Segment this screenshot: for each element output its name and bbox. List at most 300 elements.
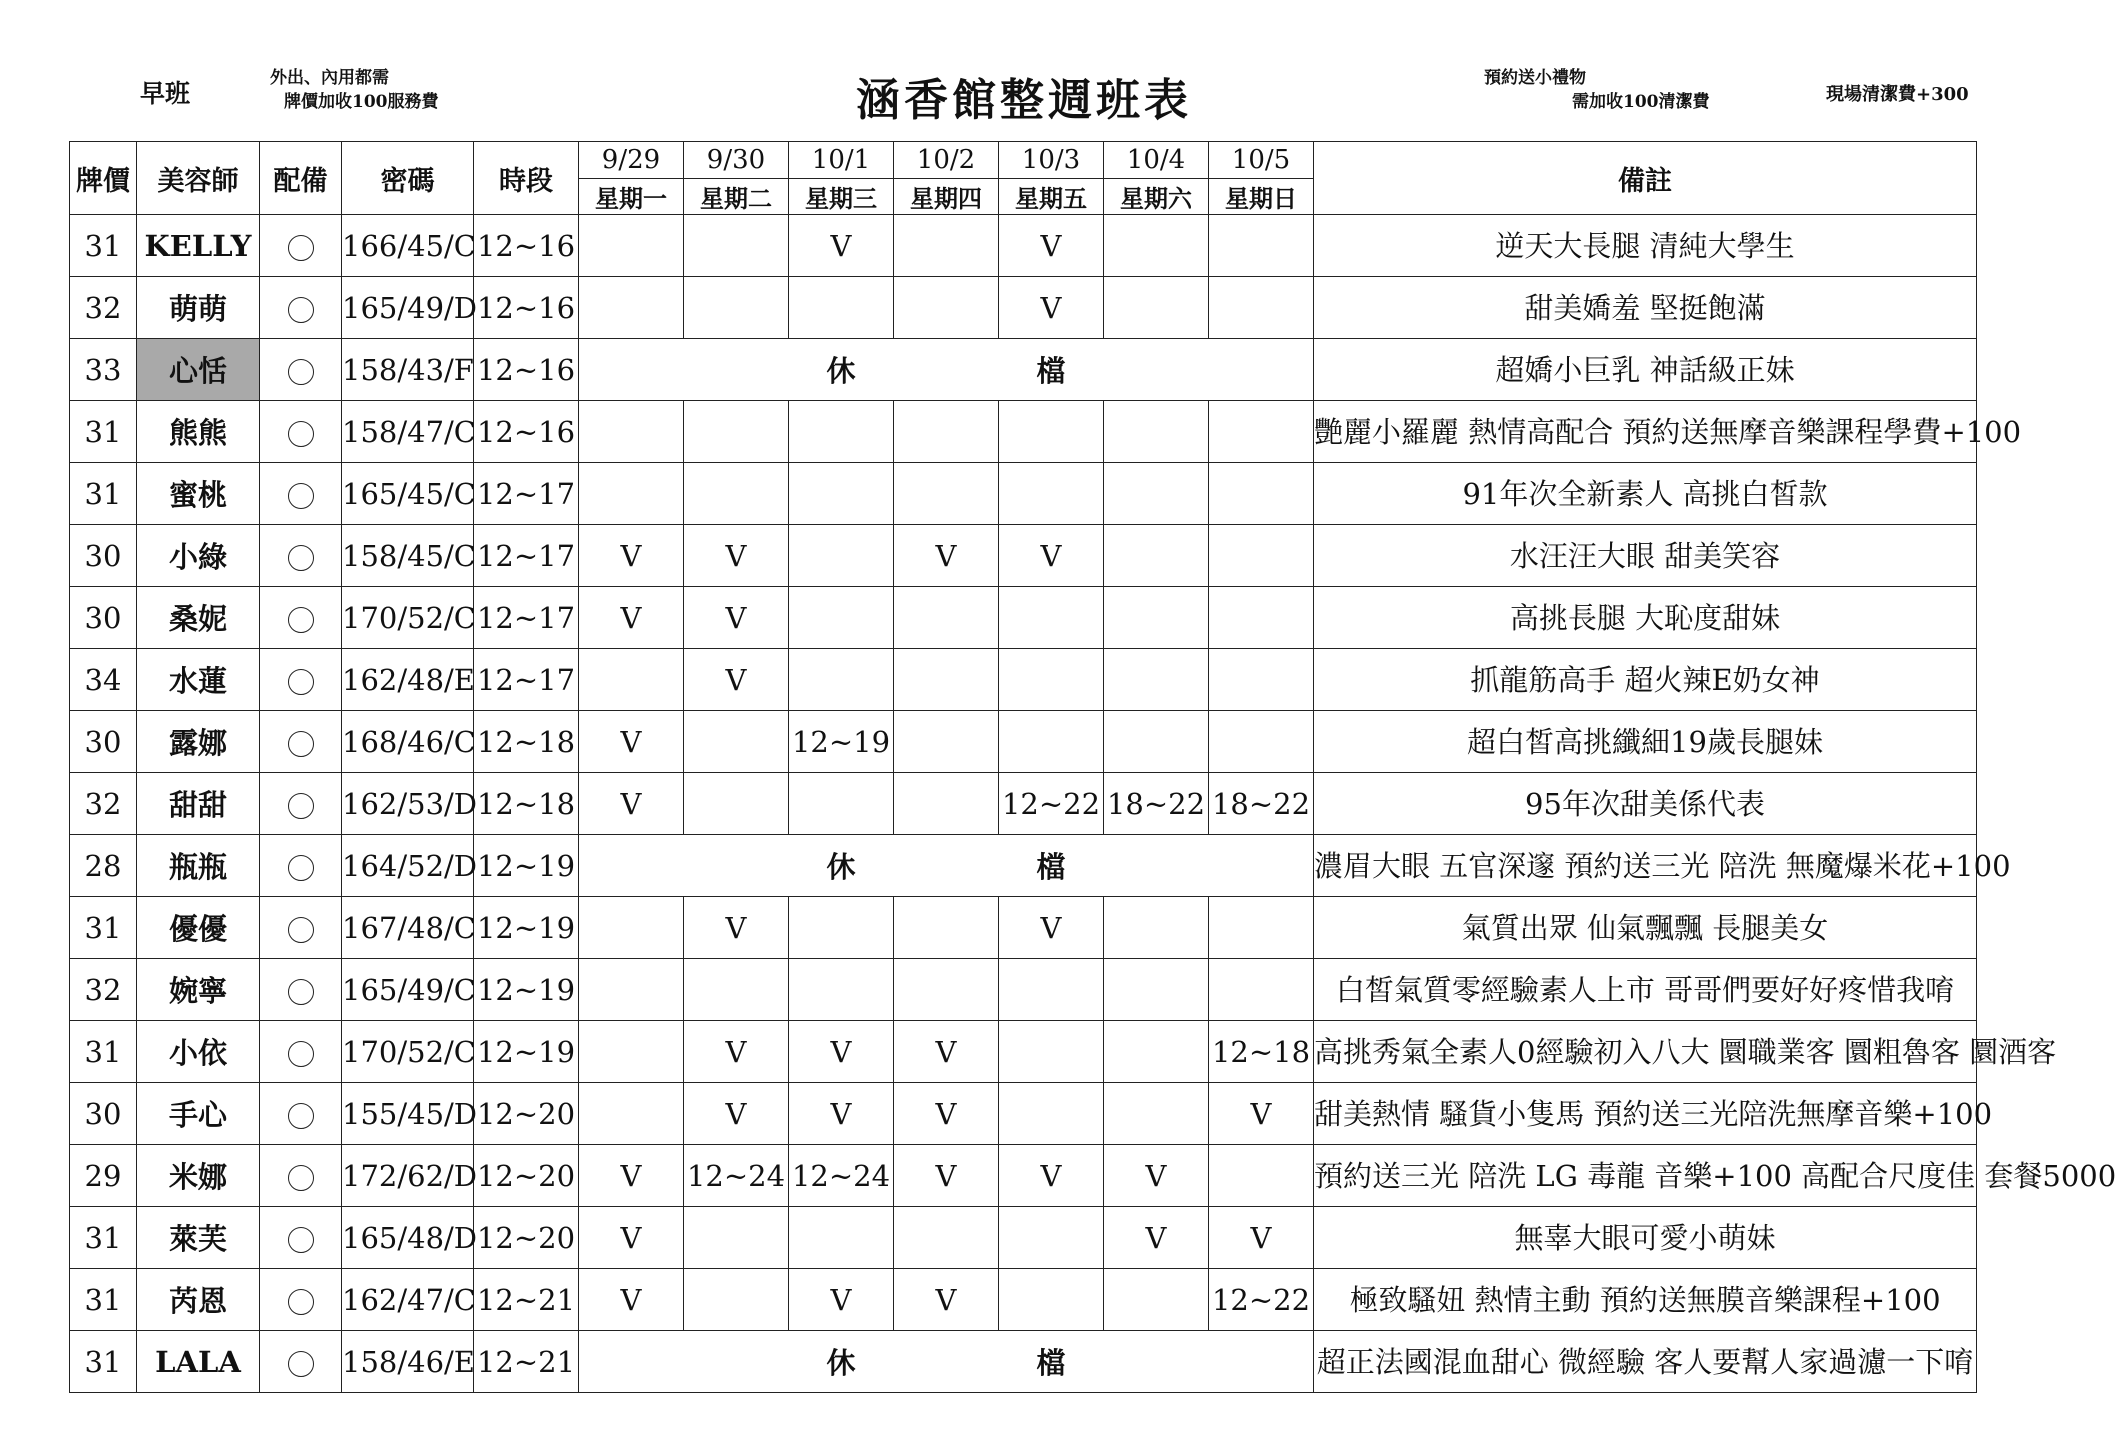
circle-icon — [288, 359, 314, 385]
timeslot-cell: 12~18 — [474, 773, 579, 835]
day-cell: V — [684, 525, 789, 587]
timeslot-cell: 12~19 — [474, 897, 579, 959]
table-row — [70, 773, 1977, 835]
timeslot-cell: 12~20 — [474, 1207, 579, 1269]
day-cell — [1209, 897, 1314, 959]
code-cell: 166/45/C — [342, 215, 474, 277]
equipment-cell — [260, 959, 342, 1021]
equipment-cell — [260, 649, 342, 711]
day-cell: V — [999, 277, 1104, 339]
equipment-cell — [260, 773, 342, 835]
day-cell: V — [999, 525, 1104, 587]
equipment-cell — [260, 1269, 342, 1331]
day-cell — [1209, 1145, 1314, 1207]
table-row — [70, 711, 1977, 773]
day-cell — [579, 1021, 684, 1083]
beautician-name: 水蓮 — [137, 649, 260, 711]
day-cell — [1209, 835, 1314, 897]
price-cell: 30 — [70, 525, 137, 587]
code-cell: 162/48/E — [342, 649, 474, 711]
table-row — [70, 525, 1977, 587]
price-cell: 31 — [70, 1207, 137, 1269]
day-cell — [1104, 1331, 1209, 1393]
day-cell — [894, 835, 999, 897]
day-cell — [894, 277, 999, 339]
equipment-cell — [260, 1145, 342, 1207]
timeslot-cell: 12~19 — [474, 835, 579, 897]
day-cell — [999, 1207, 1104, 1269]
day-cell: V — [894, 1269, 999, 1331]
circle-icon — [288, 1289, 314, 1315]
circle-icon — [288, 545, 314, 571]
gift-fee-note — [1484, 66, 1710, 114]
day-cell — [1104, 649, 1209, 711]
shift-label: 早班 — [140, 79, 191, 108]
day-cell: V — [789, 1269, 894, 1331]
header-date-row — [70, 142, 1977, 179]
code-cell: 162/53/D — [342, 773, 474, 835]
code-cell: 158/45/C — [342, 525, 474, 587]
equipment-cell — [260, 587, 342, 649]
day-cell — [999, 1083, 1104, 1145]
day-cell — [1209, 277, 1314, 339]
table-row — [70, 1207, 1977, 1269]
code-cell: 155/45/D — [342, 1083, 474, 1145]
day-cell — [894, 587, 999, 649]
day-cell — [789, 959, 894, 1021]
day-cell — [894, 339, 999, 401]
day-cell: V — [894, 525, 999, 587]
remark-cell: 甜美嬌羞 堅挺飽滿 — [1314, 277, 1977, 339]
day-cell — [1104, 1269, 1209, 1331]
code-cell: 158/43/F — [342, 339, 474, 401]
day-cell: V — [1104, 1145, 1209, 1207]
remark-cell: 極致騷妞 熱情主動 預約送無膜音樂課程+100 — [1314, 1269, 1977, 1331]
remark-cell: 超嬌小巨乳 神話級正妹 — [1314, 339, 1977, 401]
circle-icon — [288, 917, 314, 943]
day-cell — [789, 463, 894, 525]
day-cell — [684, 773, 789, 835]
day-cell — [789, 649, 894, 711]
table-row — [70, 835, 1977, 897]
beautician-name: 熊熊 — [137, 401, 260, 463]
day-cell — [789, 1207, 894, 1269]
rest-label: 檔 — [999, 339, 1104, 401]
rest-label: 休 — [789, 339, 894, 401]
remark-cell: 甜美熱情 騷貨小隻馬 預約送三光陪洗無摩音樂+100 — [1314, 1083, 1977, 1145]
circle-icon — [288, 855, 314, 881]
table-row — [70, 1331, 1977, 1393]
day-cell — [1209, 711, 1314, 773]
day-cell — [1209, 649, 1314, 711]
price-cell: 29 — [70, 1145, 137, 1207]
day-cell — [684, 215, 789, 277]
timeslot-cell: 12~21 — [474, 1269, 579, 1331]
circle-icon — [288, 793, 314, 819]
code-cell: 168/46/C — [342, 711, 474, 773]
day-cell — [1209, 339, 1314, 401]
day-cell — [789, 525, 894, 587]
table-row — [70, 401, 1977, 463]
price-cell: 30 — [70, 1083, 137, 1145]
table-row — [70, 1021, 1977, 1083]
equipment-cell — [260, 339, 342, 401]
circle-icon — [288, 731, 314, 757]
day-cell: 12~24 — [789, 1145, 894, 1207]
equipment-cell — [260, 1207, 342, 1269]
code-cell: 165/48/D — [342, 1207, 474, 1269]
day-cell — [684, 835, 789, 897]
beautician-name: 甜甜 — [137, 773, 260, 835]
page-title: 涵香館整週班表 — [856, 75, 1192, 126]
day-cell — [894, 463, 999, 525]
day-cell — [1104, 587, 1209, 649]
col-weekday: 星期三 — [789, 179, 894, 215]
schedule-body — [70, 215, 2116, 1393]
day-cell — [1104, 1021, 1209, 1083]
remark-cell: 濃眉大眼 五官深邃 預約送三光 陪洗 無魔爆米花+100 — [1314, 835, 1977, 897]
price-cell: 32 — [70, 959, 137, 1021]
remark-cell: 抓龍筋高手 超火辣E奶女神 — [1314, 649, 1977, 711]
day-cell — [999, 1021, 1104, 1083]
day-cell — [579, 463, 684, 525]
price-cell: 28 — [70, 835, 137, 897]
col-weekday: 星期二 — [684, 179, 789, 215]
day-cell — [894, 215, 999, 277]
price-cell: 30 — [70, 587, 137, 649]
table-row — [70, 1145, 1977, 1207]
col-weekday: 星期一 — [579, 179, 684, 215]
day-cell — [579, 897, 684, 959]
day-cell — [894, 1207, 999, 1269]
timeslot-cell: 12~16 — [474, 339, 579, 401]
col-date: 10/3 — [999, 142, 1104, 179]
day-cell: 18~22 — [1209, 773, 1314, 835]
remark-cell: 高挑長腿 大恥度甜妹 — [1314, 587, 1977, 649]
day-cell — [684, 959, 789, 1021]
day-cell: V — [789, 1021, 894, 1083]
circle-icon — [288, 1227, 314, 1253]
code-cell: 170/52/C — [342, 1021, 474, 1083]
beautician-name: 萌萌 — [137, 277, 260, 339]
code-cell: 167/48/C — [342, 897, 474, 959]
day-cell — [1104, 1083, 1209, 1145]
day-cell — [1209, 463, 1314, 525]
equipment-cell — [260, 463, 342, 525]
day-cell — [579, 339, 684, 401]
table-row — [70, 463, 1977, 525]
day-cell: 12~22 — [999, 773, 1104, 835]
equipment-cell — [260, 401, 342, 463]
remark-cell: 超正法國混血甜心 微經驗 客人要幫人家過濾一下唷 — [1314, 1331, 1977, 1393]
day-cell — [579, 277, 684, 339]
day-cell — [894, 711, 999, 773]
circle-icon — [288, 297, 314, 323]
code-cell: 165/49/D — [342, 277, 474, 339]
equipment-cell — [260, 277, 342, 339]
col-beautician: 美容師 — [137, 142, 260, 215]
beautician-name: 萊芙 — [137, 1207, 260, 1269]
day-cell — [1104, 835, 1209, 897]
remark-cell: 高挑秀氣全素人0經驗初入八大 圜職業客 圜粗魯客 圜酒客 — [1314, 1021, 1977, 1083]
timeslot-cell: 12~17 — [474, 587, 579, 649]
equipment-cell — [260, 897, 342, 959]
equipment-cell — [260, 1331, 342, 1393]
day-cell — [1209, 1331, 1314, 1393]
day-cell — [789, 277, 894, 339]
day-cell: V — [579, 1145, 684, 1207]
beautician-name: 瓶瓶 — [137, 835, 260, 897]
day-cell: V — [1209, 1083, 1314, 1145]
col-date: 9/29 — [579, 142, 684, 179]
day-cell — [999, 711, 1104, 773]
price-cell: 32 — [70, 277, 137, 339]
day-cell: 18~22 — [1104, 773, 1209, 835]
col-weekday: 星期六 — [1104, 179, 1209, 215]
day-cell — [1209, 525, 1314, 587]
beautician-name: KELLY — [137, 215, 260, 277]
timeslot-cell: 12~20 — [474, 1145, 579, 1207]
day-cell: V — [579, 1269, 684, 1331]
day-cell — [684, 401, 789, 463]
day-cell: V — [684, 587, 789, 649]
day-cell: V — [894, 1145, 999, 1207]
timeslot-cell: 12~21 — [474, 1331, 579, 1393]
day-cell — [894, 649, 999, 711]
day-cell — [1104, 959, 1209, 1021]
day-cell — [1104, 463, 1209, 525]
col-date: 10/2 — [894, 142, 999, 179]
day-cell — [999, 401, 1104, 463]
table-row — [70, 1083, 1977, 1145]
col-date: 10/4 — [1104, 142, 1209, 179]
day-cell: 12~18 — [1209, 1021, 1314, 1083]
gift-fee-note-line1: 預約送小禮物 — [1484, 68, 1586, 88]
day-cell: 12~22 — [1209, 1269, 1314, 1331]
code-cell: 172/62/D — [342, 1145, 474, 1207]
beautician-name: 露娜 — [137, 711, 260, 773]
col-date: 10/5 — [1209, 142, 1314, 179]
day-cell — [1209, 959, 1314, 1021]
day-cell: V — [999, 1145, 1104, 1207]
remark-cell: 艷麗小羅麗 熱情高配合 預約送無摩音樂課程學費+100 — [1314, 401, 1977, 463]
day-cell — [579, 401, 684, 463]
day-cell — [684, 339, 789, 401]
beautician-name: 蜜桃 — [137, 463, 260, 525]
day-cell — [1104, 711, 1209, 773]
day-cell: V — [579, 773, 684, 835]
remark-cell: 超白皙高挑纖細19歲長腿妹 — [1314, 711, 1977, 773]
code-cell: 165/49/C — [342, 959, 474, 1021]
timeslot-cell: 12~20 — [474, 1083, 579, 1145]
day-cell: V — [579, 1207, 684, 1269]
equipment-cell — [260, 1083, 342, 1145]
day-cell: V — [894, 1083, 999, 1145]
day-cell — [579, 1331, 684, 1393]
day-cell — [684, 277, 789, 339]
table-row — [70, 1269, 1977, 1331]
service-fee-note-line1: 外出、內用都需 — [270, 68, 389, 88]
equipment-cell — [260, 835, 342, 897]
table-row — [70, 215, 1977, 277]
day-cell — [999, 959, 1104, 1021]
timeslot-cell: 12~16 — [474, 277, 579, 339]
price-cell: 31 — [70, 1331, 137, 1393]
circle-icon — [288, 483, 314, 509]
day-cell: V — [894, 1021, 999, 1083]
remark-cell: 水汪汪大眼 甜美笑容 — [1314, 525, 1977, 587]
price-cell: 33 — [70, 339, 137, 401]
timeslot-cell: 12~16 — [474, 401, 579, 463]
price-cell: 30 — [70, 711, 137, 773]
day-cell — [894, 401, 999, 463]
day-cell — [1104, 525, 1209, 587]
col-price: 牌價 — [70, 142, 137, 215]
table-row — [70, 959, 1977, 1021]
day-cell — [894, 959, 999, 1021]
col-weekday: 星期四 — [894, 179, 999, 215]
code-cell: 165/45/C — [342, 463, 474, 525]
rest-label: 休 — [789, 835, 894, 897]
service-fee-note-line2: 牌價加收100服務費 — [284, 92, 439, 112]
beautician-name: 芮恩 — [137, 1269, 260, 1331]
timeslot-cell: 12~17 — [474, 525, 579, 587]
day-cell — [579, 1083, 684, 1145]
price-cell: 31 — [70, 1269, 137, 1331]
price-cell: 31 — [70, 401, 137, 463]
beautician-name: 心恬 — [137, 339, 260, 401]
code-cell: 158/46/E — [342, 1331, 474, 1393]
remark-cell: 無辜大眼可愛小萌妹 — [1314, 1207, 1977, 1269]
circle-icon — [288, 235, 314, 261]
remark-cell: 預約送三光 陪洗 LG 毒龍 音樂+100 高配合尺度佳 套餐5000 — [1314, 1145, 1977, 1207]
remark-cell: 白皙氣質零經驗素人上市 哥哥們要好好疼惜我唷 — [1314, 959, 1977, 1021]
day-cell: V — [684, 1021, 789, 1083]
timeslot-cell: 12~19 — [474, 959, 579, 1021]
day-cell — [1209, 401, 1314, 463]
day-cell — [1104, 401, 1209, 463]
circle-icon — [288, 1041, 314, 1067]
code-cell: 162/47/C — [342, 1269, 474, 1331]
table-row — [70, 587, 1977, 649]
price-cell: 31 — [70, 897, 137, 959]
price-cell: 31 — [70, 215, 137, 277]
col-weekday: 星期日 — [1209, 179, 1314, 215]
day-cell — [579, 649, 684, 711]
day-cell — [1209, 587, 1314, 649]
beautician-name: 優優 — [137, 897, 260, 959]
day-cell — [789, 401, 894, 463]
day-cell — [684, 1207, 789, 1269]
col-remark: 備註 — [1314, 142, 1977, 215]
day-cell: V — [579, 711, 684, 773]
circle-icon — [288, 1165, 314, 1191]
day-cell — [789, 897, 894, 959]
beautician-name: 小依 — [137, 1021, 260, 1083]
day-cell — [1104, 277, 1209, 339]
remark-cell: 91年次全新素人 高挑白皙款 — [1314, 463, 1977, 525]
day-cell — [684, 711, 789, 773]
circle-icon — [288, 1103, 314, 1129]
day-cell — [999, 463, 1104, 525]
remark-cell: 逆天大長腿 清純大學生 — [1314, 215, 1977, 277]
table-row — [70, 897, 1977, 959]
col-date: 10/1 — [789, 142, 894, 179]
timeslot-cell: 12~19 — [474, 1021, 579, 1083]
day-cell — [999, 1269, 1104, 1331]
col-equipment: 配備 — [260, 142, 342, 215]
price-cell: 31 — [70, 1021, 137, 1083]
price-cell: 32 — [70, 773, 137, 835]
day-cell: V — [579, 525, 684, 587]
beautician-name: LALA — [137, 1331, 260, 1393]
timeslot-cell: 12~17 — [474, 649, 579, 711]
table-row — [70, 339, 1977, 401]
day-cell: V — [579, 587, 684, 649]
day-cell — [789, 587, 894, 649]
col-timeslot: 時段 — [474, 142, 579, 215]
equipment-cell — [260, 215, 342, 277]
table-row — [70, 277, 1977, 339]
day-cell: V — [999, 897, 1104, 959]
price-cell: 31 — [70, 463, 137, 525]
col-date: 9/30 — [684, 142, 789, 179]
beautician-name: 小綠 — [137, 525, 260, 587]
beautician-name: 婉寧 — [137, 959, 260, 1021]
rest-label: 檔 — [999, 1331, 1104, 1393]
day-cell — [999, 587, 1104, 649]
day-cell: V — [789, 215, 894, 277]
timeslot-cell: 12~17 — [474, 463, 579, 525]
day-cell: 12~24 — [684, 1145, 789, 1207]
col-weekday: 星期五 — [999, 179, 1104, 215]
code-cell: 170/52/C — [342, 587, 474, 649]
code-cell: 158/47/C — [342, 401, 474, 463]
beautician-name: 米娜 — [137, 1145, 260, 1207]
day-cell: V — [684, 897, 789, 959]
table-row — [70, 649, 1977, 711]
beautician-name: 桑妮 — [137, 587, 260, 649]
timeslot-cell: 12~18 — [474, 711, 579, 773]
day-cell: V — [999, 215, 1104, 277]
day-cell — [579, 835, 684, 897]
day-cell — [1209, 215, 1314, 277]
day-cell — [684, 1269, 789, 1331]
circle-icon — [288, 1351, 314, 1377]
remark-cell: 95年次甜美係代表 — [1314, 773, 1977, 835]
day-cell — [1104, 339, 1209, 401]
gift-fee-note-line2: 需加收100清潔費 — [1572, 92, 1710, 112]
day-cell — [789, 773, 894, 835]
day-cell — [1104, 215, 1209, 277]
day-cell: V — [684, 1083, 789, 1145]
rest-label: 休 — [789, 1331, 894, 1393]
circle-icon — [288, 607, 314, 633]
code-cell: 164/52/D — [342, 835, 474, 897]
circle-icon — [288, 421, 314, 447]
day-cell — [894, 897, 999, 959]
day-cell — [684, 1331, 789, 1393]
circle-icon — [288, 669, 314, 695]
day-cell: V — [1104, 1207, 1209, 1269]
price-cell: 34 — [70, 649, 137, 711]
beautician-name: 手心 — [137, 1083, 260, 1145]
onsite-cleaning-fee: 現場清潔費+300 — [1826, 84, 1969, 105]
equipment-cell — [260, 711, 342, 773]
day-cell — [894, 773, 999, 835]
equipment-cell — [260, 1021, 342, 1083]
day-cell: V — [684, 649, 789, 711]
